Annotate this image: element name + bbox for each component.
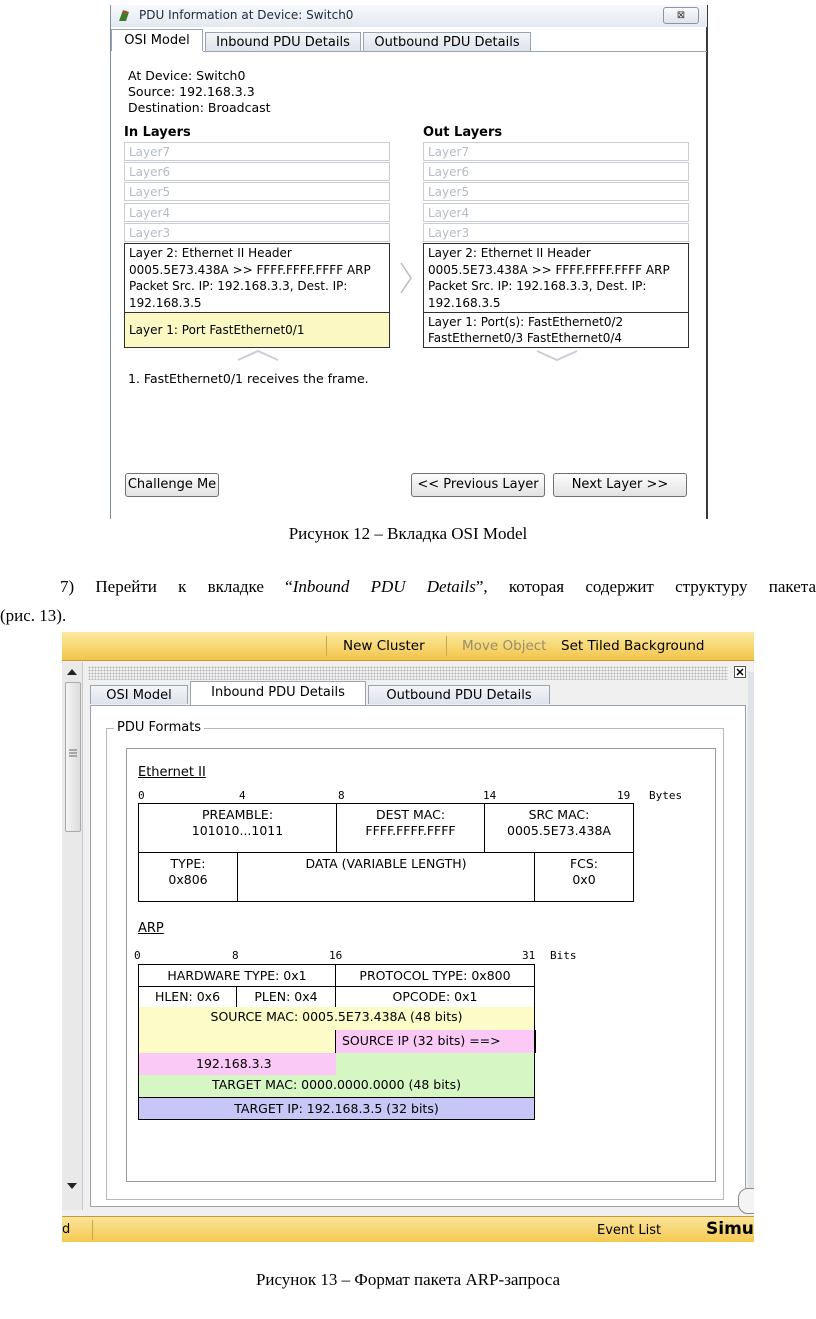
bottom-status-bar xyxy=(62,1216,754,1242)
in-layer2-line4: 192.168.3.5 xyxy=(129,295,202,310)
in-layer3[interactable]: Layer3 xyxy=(124,223,390,242)
figure13-caption: Рисунок 13 – Формат пакета ARP-запроса xyxy=(255,1270,561,1289)
fcs-field[interactable] xyxy=(534,852,634,902)
window-title: PDU Information at Device: Switch0 xyxy=(139,8,354,22)
instruction-end: ”, которая содержит структуру пакета xyxy=(475,577,816,596)
top-toolbar xyxy=(62,632,754,661)
new-cluster-button[interactable]: New Cluster xyxy=(343,638,425,654)
in-layer4[interactable]: Layer4 xyxy=(124,203,390,222)
in-layer2-line2: 0005.5E73.438A >> FFFF.FFFF.FFFF ARP xyxy=(129,262,371,277)
out-layer7[interactable]: Layer7 xyxy=(423,142,689,161)
toolbar-separator xyxy=(326,636,327,656)
out-layer6[interactable]: Layer6 xyxy=(423,162,689,181)
out-layer3[interactable]: Layer3 xyxy=(423,223,689,242)
tab-active-gap xyxy=(111,51,203,52)
figure12-caption: Рисунок 12 – Вкладка OSI Model xyxy=(288,524,528,543)
src-mac-label: SRC MAC: xyxy=(528,807,590,822)
type-value: 0x806 xyxy=(168,872,208,887)
arp-offset-0: 0 xyxy=(134,949,141,962)
type-label: TYPE: xyxy=(170,856,206,871)
right-chevron-icon xyxy=(399,261,413,295)
in-layer5[interactable]: Layer5 xyxy=(124,182,390,201)
scroll-up-icon[interactable] xyxy=(67,668,77,676)
eth-offset-8: 8 xyxy=(338,789,345,802)
source-ip-label: SOURCE IP (32 bits) ==> xyxy=(342,1033,501,1048)
preamble-field[interactable] xyxy=(138,803,337,853)
eth-offset-14: 14 xyxy=(483,789,497,802)
dest-mac-value: FFFF.FFFF.FFFF xyxy=(365,823,456,838)
pdu-tab-bar xyxy=(90,682,746,704)
plen-field[interactable]: PLEN: 0x4 xyxy=(236,986,336,1008)
out-layer5[interactable]: Layer5 xyxy=(423,182,689,201)
previous-layer-button[interactable]: << Previous Layer xyxy=(411,473,545,497)
eth-offset-19: 19 xyxy=(617,789,631,802)
source-mac-label: SOURCE MAC: 0005.5E73.438A (48 bits) xyxy=(210,1009,463,1024)
arp-offset-31: 31 xyxy=(522,949,536,962)
instruction-italic: Inbound PDU Details xyxy=(292,577,476,596)
move-object-button[interactable]: Move Object xyxy=(462,638,547,654)
pdu-formats-legend: PDU Formats xyxy=(114,720,204,735)
tab-inbound-pdu-details[interactable]: Inbound PDU Details xyxy=(190,681,366,705)
arp-title: ARP xyxy=(138,921,164,936)
right-edge xyxy=(748,672,754,1212)
dest-mac-label: DEST MAC: xyxy=(375,807,446,822)
out-layer1-line2: FastEthernet0/3 FastEthernet0/4 xyxy=(428,331,623,345)
source-ip-value: 192.168.3.3 xyxy=(196,1056,272,1071)
out-layer1-line1: Layer 1: Port(s): FastEthernet0/2 xyxy=(428,315,624,329)
instruction-start: 7) Перейти к вкладке “ xyxy=(60,577,293,596)
tab-bar xyxy=(111,29,707,51)
in-layer7[interactable]: Layer7 xyxy=(124,142,390,161)
src-mac-value: 0005.5E73.438A xyxy=(507,823,611,838)
eth-unit: Bytes xyxy=(649,789,683,802)
out-layer2[interactable] xyxy=(423,243,689,313)
vertical-scrollbar[interactable] xyxy=(62,662,83,1210)
tab-outbound-pdu-details[interactable]: Outbound PDU Details xyxy=(363,32,531,51)
eth-offset-0: 0 xyxy=(138,789,145,802)
in-layer6[interactable]: Layer6 xyxy=(124,162,390,181)
down-arrow-icon xyxy=(535,349,579,361)
in-layer2-line3: Packet Src. IP: 192.168.3.3, Dest. IP: xyxy=(129,279,348,293)
out-layer4[interactable]: Layer4 xyxy=(423,203,689,222)
out-layer2-line2: 0005.5E73.438A >> FFFF.FFFF.FFFF ARP xyxy=(428,262,670,277)
target-mac-label: TARGET MAC: 0000.0000.0000 (48 bits) xyxy=(212,1077,461,1092)
tab-outbound-pdu-details[interactable]: Outbound PDU Details xyxy=(368,685,550,704)
destination-text: Destination: Broadcast xyxy=(128,100,271,115)
tab-inbound-pdu-details[interactable]: Inbound PDU Details xyxy=(205,32,361,51)
fcs-value: 0x0 xyxy=(572,872,596,887)
simulation-mode-label[interactable]: Simu xyxy=(706,1219,754,1239)
close-icon[interactable] xyxy=(734,666,746,678)
preamble-label: PREAMBLE: xyxy=(201,807,274,822)
packet-tracer-icon xyxy=(117,8,131,22)
in-layer1[interactable]: Layer 1: Port FastEthernet0/1 xyxy=(124,312,390,348)
out-layer2-line4: 192.168.3.5 xyxy=(428,295,501,310)
source-edge xyxy=(535,1030,536,1053)
set-tiled-background-button[interactable]: Set Tiled Background xyxy=(561,638,705,654)
eth-offset-4: 4 xyxy=(239,789,246,802)
out-layer2-line3: Packet Src. IP: 192.168.3.3, Dest. IP: xyxy=(428,279,647,293)
opcode-field[interactable]: OPCODE: 0x1 xyxy=(335,986,535,1008)
target-ip-field[interactable]: TARGET IP: 192.168.3.5 (32 bits) xyxy=(138,1097,535,1120)
src-mac-field[interactable] xyxy=(484,803,634,853)
grip-icon xyxy=(68,749,78,757)
ethernet-ii-title: Ethernet II xyxy=(138,765,206,780)
arp-unit: Bits xyxy=(550,949,577,962)
type-field[interactable] xyxy=(138,852,238,902)
tab-osi-model[interactable]: OSI Model xyxy=(90,685,188,704)
arp-offset-8: 8 xyxy=(232,949,239,962)
target-mac-upper[interactable] xyxy=(336,1053,535,1076)
in-layer2[interactable] xyxy=(124,243,390,313)
at-device-text: At Device: Switch0 xyxy=(128,68,246,83)
up-arrow-icon xyxy=(236,349,280,361)
dest-mac-field[interactable] xyxy=(336,803,485,853)
in-layer2-line1: Layer 2: Ethernet II Header xyxy=(129,246,292,260)
out-layers-heading: Out Layers xyxy=(423,125,503,140)
layer-description: 1. FastEthernet0/1 receives the frame. xyxy=(128,371,369,386)
scroll-down-icon[interactable] xyxy=(67,1182,77,1190)
out-layer2-line1: Layer 2: Ethernet II Header xyxy=(428,246,591,260)
scroll-thumb[interactable] xyxy=(65,682,81,832)
status-left-text: d xyxy=(62,1222,71,1237)
instruction-line-2: (рис. 13). xyxy=(0,606,67,625)
toolbar-separator xyxy=(446,636,447,656)
drag-handle[interactable] xyxy=(88,666,728,680)
protocol-type-field[interactable]: PROTOCOL TYPE: 0x800 xyxy=(335,964,535,987)
source-text: Source: 192.168.3.3 xyxy=(128,84,255,99)
pdu-information-window xyxy=(110,5,708,519)
out-layer1[interactable] xyxy=(423,312,689,348)
status-separator xyxy=(92,1220,93,1240)
fcs-label: FCS: xyxy=(569,856,599,871)
data-field[interactable]: DATA (VARIABLE LENGTH) xyxy=(237,852,535,902)
next-layer-button[interactable]: Next Layer >> xyxy=(553,473,687,497)
arp-offset-16: 16 xyxy=(329,949,343,962)
packet-tracer-window xyxy=(62,632,754,1242)
instruction-line-1 xyxy=(0,577,816,597)
hardware-type-field[interactable]: HARDWARE TYPE: 0x1 xyxy=(138,964,336,987)
tab-osi-model[interactable]: OSI Model xyxy=(111,29,203,52)
hlen-field[interactable]: HLEN: 0x6 xyxy=(138,986,237,1008)
corner-toggle[interactable] xyxy=(738,1188,754,1214)
in-layers-heading: In Layers xyxy=(124,125,191,140)
close-button[interactable]: ⊠ xyxy=(663,7,699,24)
challenge-me-button[interactable]: Challenge Me xyxy=(125,473,219,497)
preamble-value: 101010...1011 xyxy=(191,823,284,838)
event-list-button[interactable]: Event List xyxy=(597,1223,662,1238)
title-bar xyxy=(111,5,707,27)
